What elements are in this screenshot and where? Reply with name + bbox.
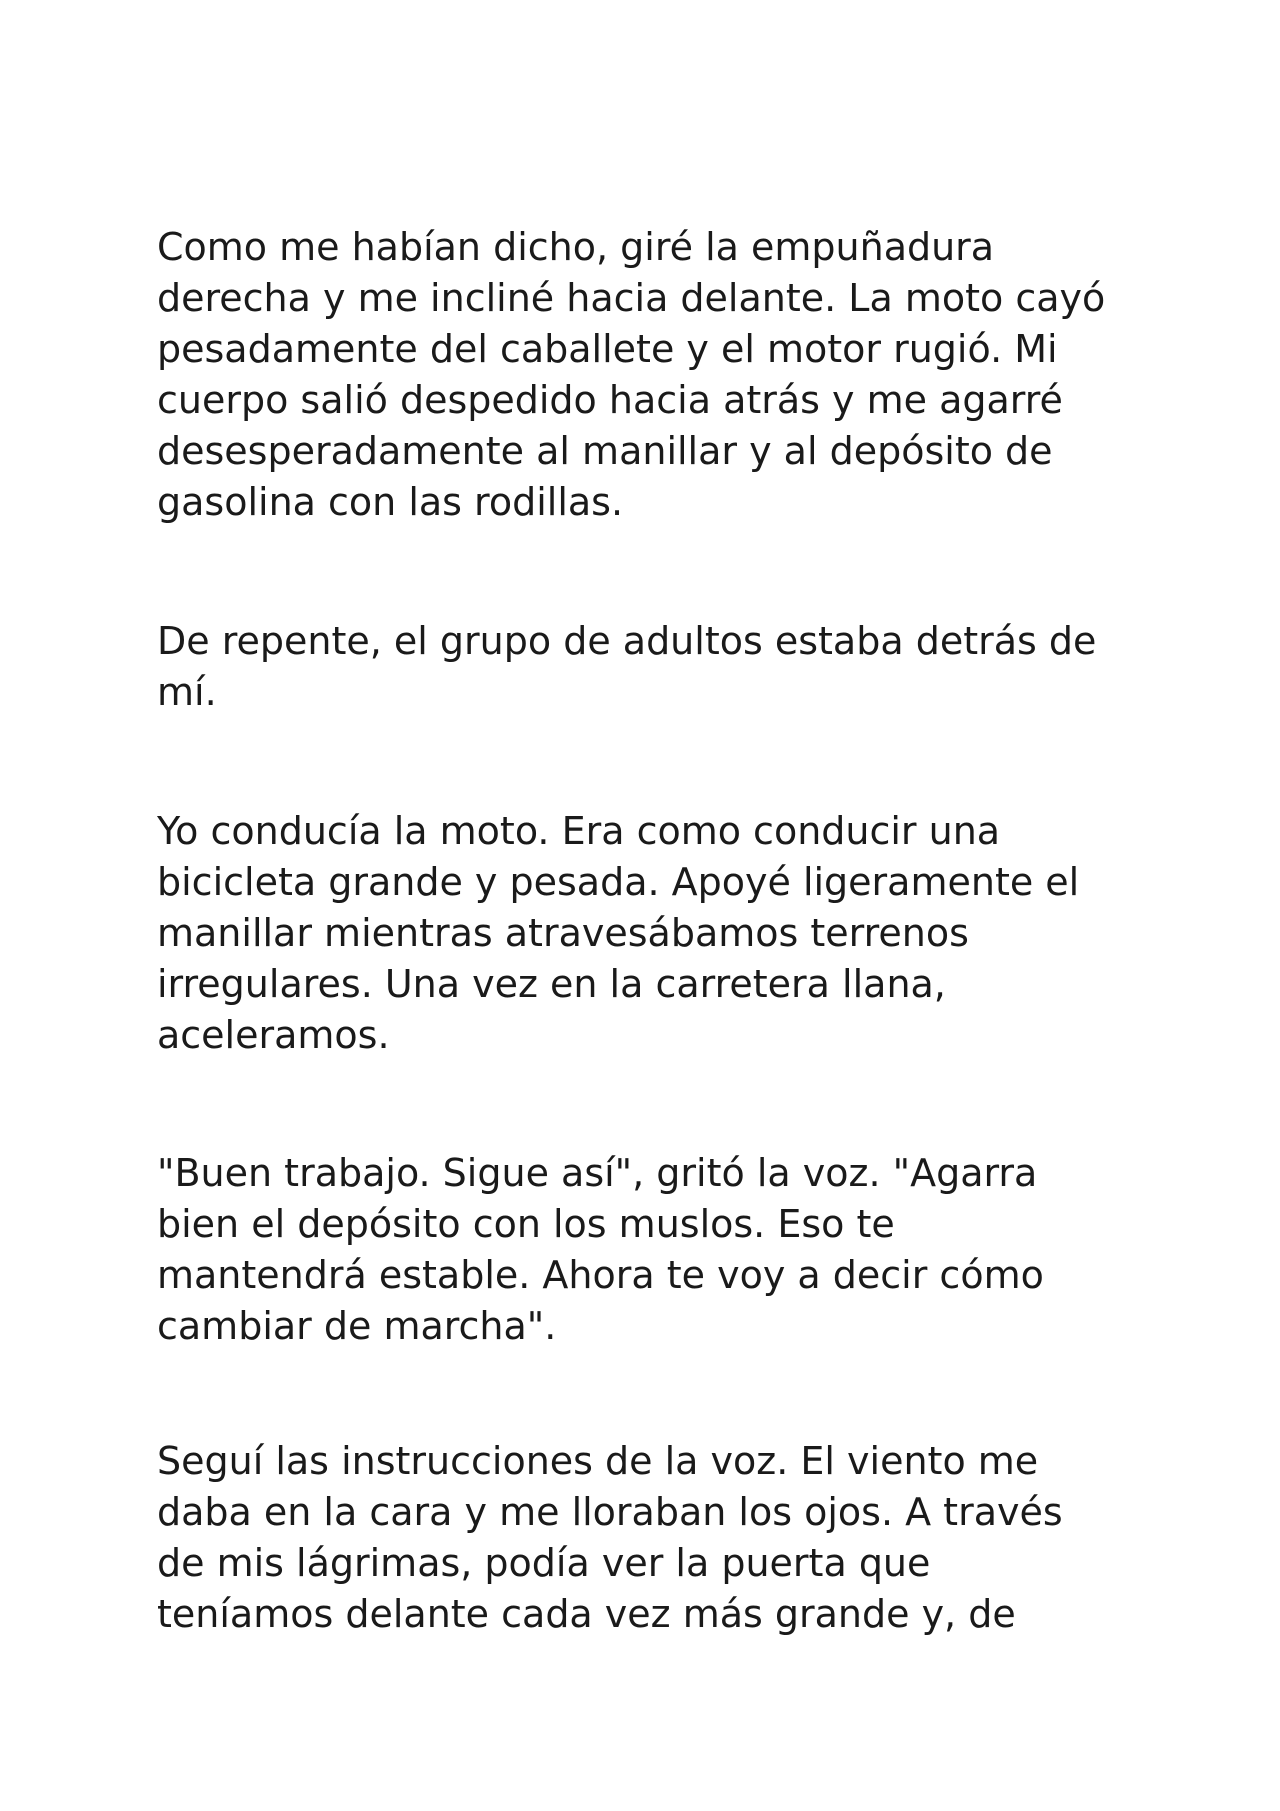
text-line: teníamos delante cada vez más grande y, de bbox=[157, 1592, 1016, 1636]
text-line: bicicleta grande y pesada. Apoyé ligeramente el bbox=[157, 860, 1080, 904]
text-line: daba en la cara y me lloraban los ojos. A través bbox=[157, 1490, 1063, 1534]
text-line: cuerpo salió despedido hacia atrás y me agarré bbox=[157, 378, 1063, 422]
text-line: Yo conducía la moto. Era como conducir una bbox=[157, 809, 1001, 853]
text-line: bien el depósito con los muslos. Eso te bbox=[157, 1202, 895, 1246]
text-line: gasolina con las rodillas. bbox=[157, 480, 624, 524]
text-line: mí. bbox=[157, 670, 217, 714]
text-line: De repente, el grupo de adultos estaba detrás de bbox=[157, 619, 1097, 663]
paragraph-2 bbox=[157, 616, 1157, 718]
text-line: derecha y me incliné hacia delante. La moto cayó bbox=[157, 276, 1106, 320]
paragraph-4 bbox=[157, 1148, 1157, 1352]
text-line: desesperadamente al manillar y al depósito de bbox=[157, 429, 1053, 473]
text-line: mantendrá estable. Ahora te voy a decir cómo bbox=[157, 1253, 1044, 1297]
text-line: "Buen trabajo. Sigue así", gritó la voz. "Agarra bbox=[157, 1151, 1038, 1195]
paragraph-1 bbox=[157, 222, 1157, 528]
text-line: Como me habían dicho, giré la empuñadura bbox=[157, 225, 995, 269]
paragraph-5 bbox=[157, 1436, 1157, 1640]
text-line: de mis lágrimas, podía ver la puerta que bbox=[157, 1541, 931, 1585]
text-line: aceleramos. bbox=[157, 1013, 390, 1057]
text-line: Seguí las instrucciones de la voz. El viento me bbox=[157, 1439, 1039, 1483]
text-line: cambiar de marcha". bbox=[157, 1304, 557, 1348]
text-line: manillar mientras atravesábamos terrenos bbox=[157, 911, 969, 955]
text-line: pesadamente del caballete y el motor rugió. Mi bbox=[157, 327, 1058, 371]
paragraph-3 bbox=[157, 806, 1157, 1061]
text-line: irregulares. Una vez en la carretera llana, bbox=[157, 962, 946, 1006]
